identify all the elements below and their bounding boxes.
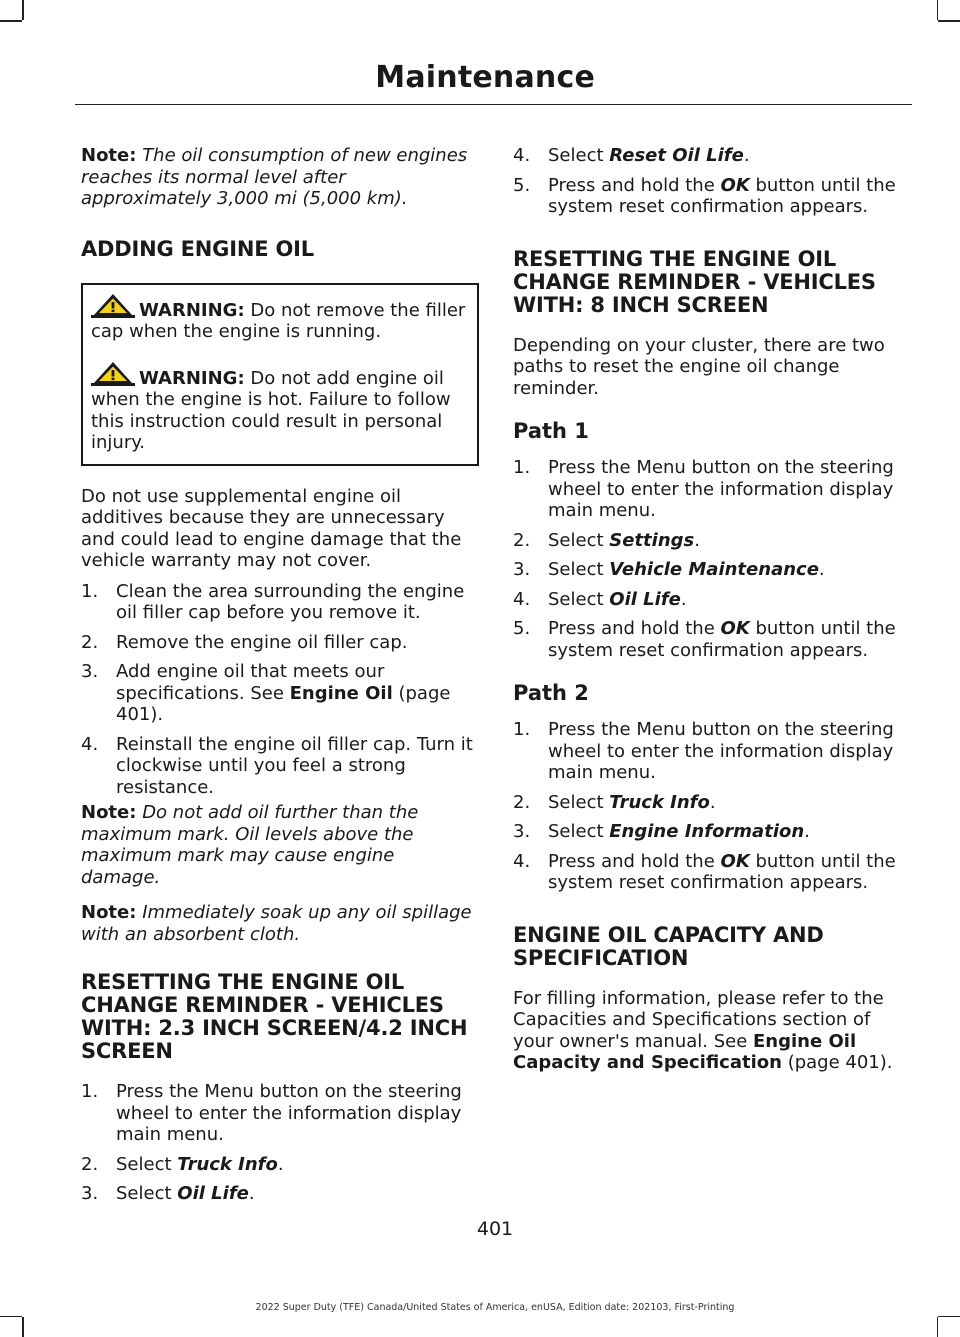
note-spillage: Note: Immediately soak up any oil spillage with an absorbent cloth. <box>81 902 472 945</box>
list-item: 3. Select Vehicle Maintenance. <box>513 559 825 580</box>
page-title: Maintenance <box>375 60 595 95</box>
crop-mark-top-right <box>938 20 960 22</box>
crop-mark-bottom-left <box>0 1316 22 1318</box>
reset-small-screen-steps-continued <box>513 145 911 218</box>
list-item: 2. Remove the engine oil filler cap. <box>81 631 408 653</box>
list-item: 1. Press the Menu button on the steering wheel to enter the information display main menu. <box>513 457 894 521</box>
list-item: 4. Select Reset Oil Life. <box>513 145 750 166</box>
list-item: 4. Press and hold the OK button until the system reset confirmation appears. <box>513 850 896 893</box>
left-column <box>81 145 479 1213</box>
path-1-steps <box>513 457 911 661</box>
crop-mark-bottom-right <box>938 1316 960 1318</box>
list-item: 5. Press and hold the OK button until the system reset confirmation appears. <box>513 174 896 217</box>
path-1-title: Path 1 <box>513 419 589 443</box>
crop-mark-bottom-left <box>22 1317 24 1337</box>
warning-triangle-icon <box>91 293 135 319</box>
header-rule <box>75 104 912 105</box>
warning-box <box>81 283 479 466</box>
warning-triangle-icon <box>91 361 135 387</box>
list-item: 1. Press the Menu button on the steering wheel to enter the information display main menu. <box>81 1081 462 1145</box>
list-item: 1. Clean the area surrounding the engine oil filler cap before you remove it. <box>81 580 465 623</box>
reset-small-screen-steps <box>81 1081 479 1205</box>
list-item: 3. Select Oil Life. <box>81 1183 255 1204</box>
right-column <box>513 145 911 1074</box>
heading-reset-small-screen: RESETTING THE ENGINE OIL CHANGE REMINDER - VEHICLES WITH: 2.3 INCH SCREEN/4.2 INCH SCREEN <box>81 970 468 1063</box>
list-item: 4. Select Oil Life. <box>513 588 687 610</box>
list-item: 2. Select Settings. <box>513 529 700 551</box>
crop-mark-top-left <box>22 0 24 20</box>
warning-hot-engine: WARNING: Do not add engine oil when the engine is hot. Failure to follow this instruction could result in personal injury. <box>91 361 469 454</box>
page-number: 401 <box>476 1218 514 1240</box>
list-item: 2. Select Truck Info. <box>513 791 716 813</box>
note-oil-consumption: Note: The oil consumption of new engines reaches its normal level after approximately 3,000 mi (5,000 km). <box>81 145 468 209</box>
additives-paragraph: Do not use supplemental engine oil additives because they are unnecessary and could lead to engine damage that the vehicle warranty may not cover. <box>81 485 462 571</box>
warning-filler-cap: WARNING: Do not remove the filler cap when the engine is running. <box>91 293 469 343</box>
path-2-steps <box>513 719 911 894</box>
heading-adding-engine-oil: ADDING ENGINE OIL <box>81 236 314 261</box>
list-item: 5. Press and hold the OK button until the system reset confirmation appears. <box>513 618 896 661</box>
list-item: 1. Press the Menu button on the steering wheel to enter the information display main menu. <box>513 719 894 783</box>
adding-oil-steps <box>81 581 479 799</box>
heading-reset-8-inch: RESETTING THE ENGINE OIL CHANGE REMINDER - VEHICLES WITH: 8 INCH SCREEN <box>513 246 876 317</box>
capacity-paragraph: For filling information, please refer to the Capacities and Specifications section of your owner's manual. See Engine Oil Capacity and Specification (page 401). <box>513 987 893 1073</box>
list-item: 4. Reinstall the engine oil filler cap. Turn it clockwise until you feel a strong resistance. <box>81 733 473 798</box>
list-item: 3. Add engine oil that meets our specifications. See Engine Oil (page 401). <box>81 661 451 725</box>
list-item: 2. Select Truck Info. <box>81 1153 284 1175</box>
engine-oil-link[interactable]: Engine Oil <box>289 682 393 704</box>
cluster-paths-paragraph: Depending on your cluster, there are two paths to reset the engine oil change reminder. <box>513 334 885 399</box>
capacity-spec-link[interactable]: Engine Oil Capacity and Specification <box>513 1030 857 1073</box>
crop-mark-top-left <box>0 20 22 22</box>
crop-mark-top-right <box>937 0 939 20</box>
heading-capacity-spec: ENGINE OIL CAPACITY AND SPECIFICATION <box>513 922 824 970</box>
list-item: 3. Select Engine Information. <box>513 821 810 842</box>
note-max-mark: Note: Do not add oil further than the maximum mark. Oil levels above the maximum mark may cause engine damage. <box>81 802 419 888</box>
path-2-title: Path 2 <box>513 681 589 705</box>
footer-edition: 2022 Super Duty (TFE) Canada/United States of America, enUSA, Edition date: 202103, First-Printing <box>255 1302 735 1313</box>
crop-mark-bottom-right <box>937 1317 939 1337</box>
